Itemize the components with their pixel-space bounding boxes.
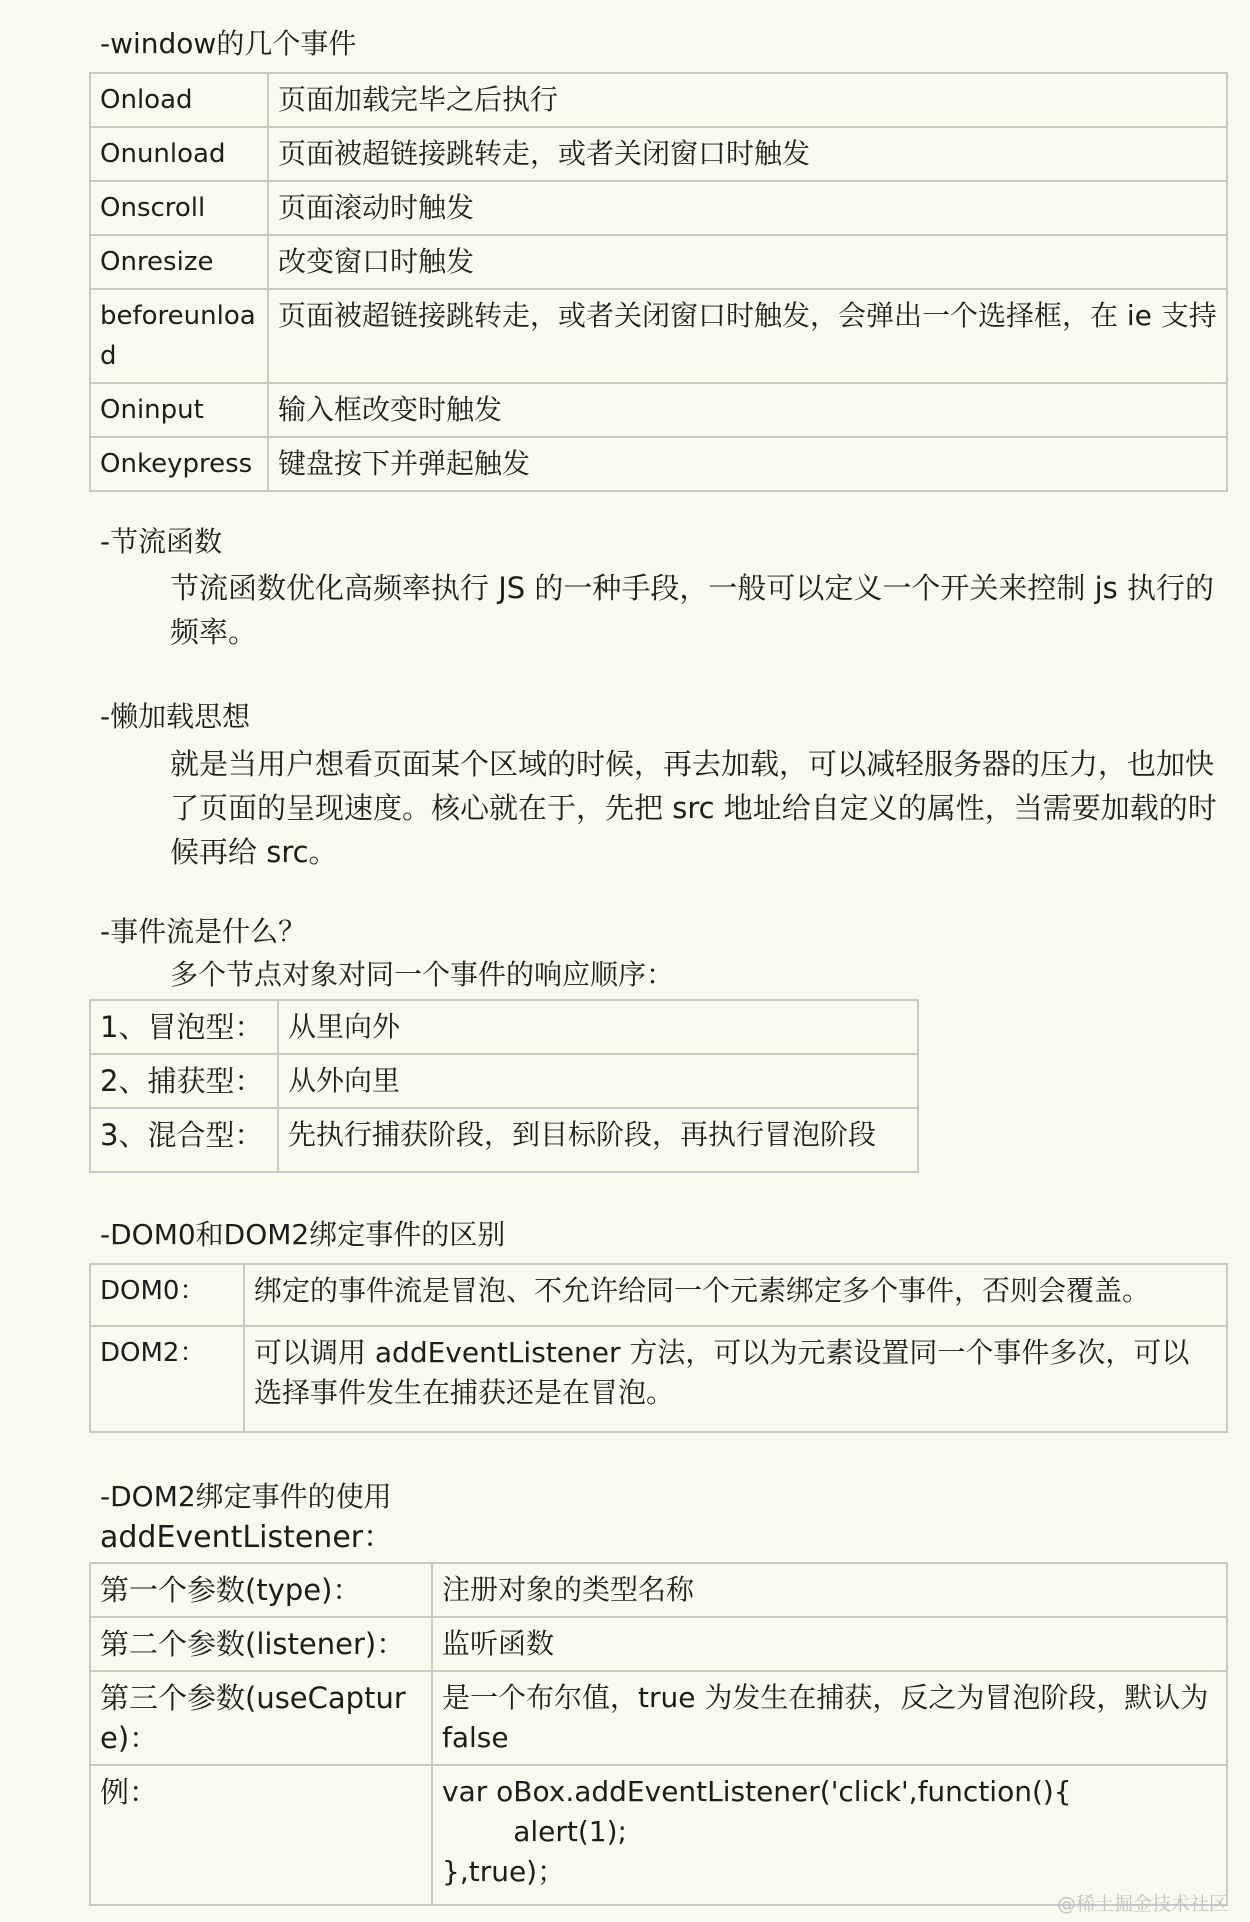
flow-desc: 从里向外 bbox=[278, 1000, 918, 1054]
window-events-table bbox=[89, 72, 1228, 492]
table-row bbox=[90, 437, 1227, 491]
param-desc: 注册对象的类型名称 bbox=[432, 1563, 1227, 1617]
table-row bbox=[90, 1108, 918, 1172]
table-row bbox=[90, 383, 1227, 437]
event-desc: 页面被超链接跳转走，或者关闭窗口时触发 bbox=[268, 127, 1227, 181]
event-desc: 页面滚动时触发 bbox=[268, 181, 1227, 235]
event-desc: 键盘按下并弹起触发 bbox=[268, 437, 1227, 491]
table-row bbox=[90, 289, 1227, 383]
code-line: var oBox.addEventListener('click',function(){ bbox=[442, 1775, 1072, 1808]
param-name: 第一个参数(type)： bbox=[90, 1563, 432, 1617]
param-desc: 监听函数 bbox=[432, 1617, 1227, 1671]
table-row bbox=[90, 1765, 1227, 1905]
dom2-usage-subheading: addEventListener： bbox=[100, 1520, 394, 1555]
event-name: Onload bbox=[90, 73, 268, 127]
table-row bbox=[90, 127, 1227, 181]
event-flow-heading: -事件流是什么？ bbox=[100, 915, 307, 948]
table-row bbox=[90, 235, 1227, 289]
param-name: 第三个参数(useCapture)： bbox=[90, 1671, 432, 1765]
event-name: Onunload bbox=[90, 127, 268, 181]
event-name: beforeunload bbox=[90, 289, 268, 383]
event-desc: 改变窗口时触发 bbox=[268, 235, 1227, 289]
dom2-usage-heading: -DOM2绑定事件的使用 bbox=[100, 1480, 392, 1513]
event-name: Onkeypress bbox=[90, 437, 268, 491]
event-flow-table bbox=[89, 999, 919, 1173]
event-flow-intro: 多个节点对象对同一个事件的响应顺序： bbox=[170, 958, 675, 991]
lazy-text: 就是当用户想看页面某个区域的时候，再去加载，可以减轻服务器的压力，也加快了页面的呈现速度。核心就在于，先把 src 地址给自定义的属性，当需要加载的时候再给 src。 bbox=[170, 747, 1217, 869]
dom-level: DOM0： bbox=[90, 1264, 244, 1326]
dom-level: DOM2： bbox=[90, 1326, 244, 1432]
table-row bbox=[90, 1617, 1227, 1671]
dom-diff-heading: -DOM0和DOM2绑定事件的区别 bbox=[100, 1218, 506, 1251]
window-events-heading: -window的几个事件 bbox=[100, 27, 357, 60]
lazy-heading: -懒加载思想 bbox=[100, 700, 251, 733]
table-row bbox=[90, 1264, 1227, 1326]
event-name: Onscroll bbox=[90, 181, 268, 235]
watermark: @稀土掘金技术社区 bbox=[1056, 1893, 1228, 1915]
code-line: },true)； bbox=[442, 1855, 566, 1888]
example-label: 例： bbox=[90, 1765, 432, 1905]
table-row bbox=[90, 1000, 918, 1054]
throttle-heading: -节流函数 bbox=[100, 525, 223, 558]
throttle-text: 节流函数优化高频率执行 JS 的一种手段，一般可以定义一个开关来控制 js 执行的频率。 bbox=[170, 571, 1215, 649]
dom-desc: 可以调用 addEventListener 方法，可以为元素设置同一个事件多次，可以选择事件发生在捕获还是在冒泡。 bbox=[244, 1326, 1227, 1432]
flow-desc: 先执行捕获阶段，到目标阶段，再执行冒泡阶段 bbox=[278, 1108, 918, 1172]
flow-desc: 从外向里 bbox=[278, 1054, 918, 1108]
event-desc: 输入框改变时触发 bbox=[268, 383, 1227, 437]
table-row bbox=[90, 181, 1227, 235]
table-row bbox=[90, 73, 1227, 127]
dom2-usage-table bbox=[89, 1562, 1228, 1906]
table-row bbox=[90, 1054, 918, 1108]
table-row bbox=[90, 1563, 1227, 1617]
flow-type: 3、混合型： bbox=[90, 1108, 278, 1172]
table-row bbox=[90, 1671, 1227, 1765]
event-name: Oninput bbox=[90, 383, 268, 437]
event-name: Onresize bbox=[90, 235, 268, 289]
param-desc: 是一个布尔值，true 为发生在捕获，反之为冒泡阶段，默认为 false bbox=[432, 1671, 1227, 1765]
example-code bbox=[432, 1765, 1227, 1905]
dom-desc: 绑定的事件流是冒泡、不允许给同一个元素绑定多个事件，否则会覆盖。 bbox=[244, 1264, 1227, 1326]
code-line: alert(1); bbox=[442, 1815, 627, 1848]
event-desc: 页面加载完毕之后执行 bbox=[268, 73, 1227, 127]
dom-diff-table bbox=[89, 1263, 1228, 1433]
param-name: 第二个参数(listener)： bbox=[90, 1617, 432, 1671]
table-row bbox=[90, 1326, 1227, 1432]
flow-type: 1、冒泡型： bbox=[90, 1000, 278, 1054]
event-desc: 页面被超链接跳转走，或者关闭窗口时触发，会弹出一个选择框，在 ie 支持 bbox=[268, 289, 1227, 383]
flow-type: 2、捕获型： bbox=[90, 1054, 278, 1108]
